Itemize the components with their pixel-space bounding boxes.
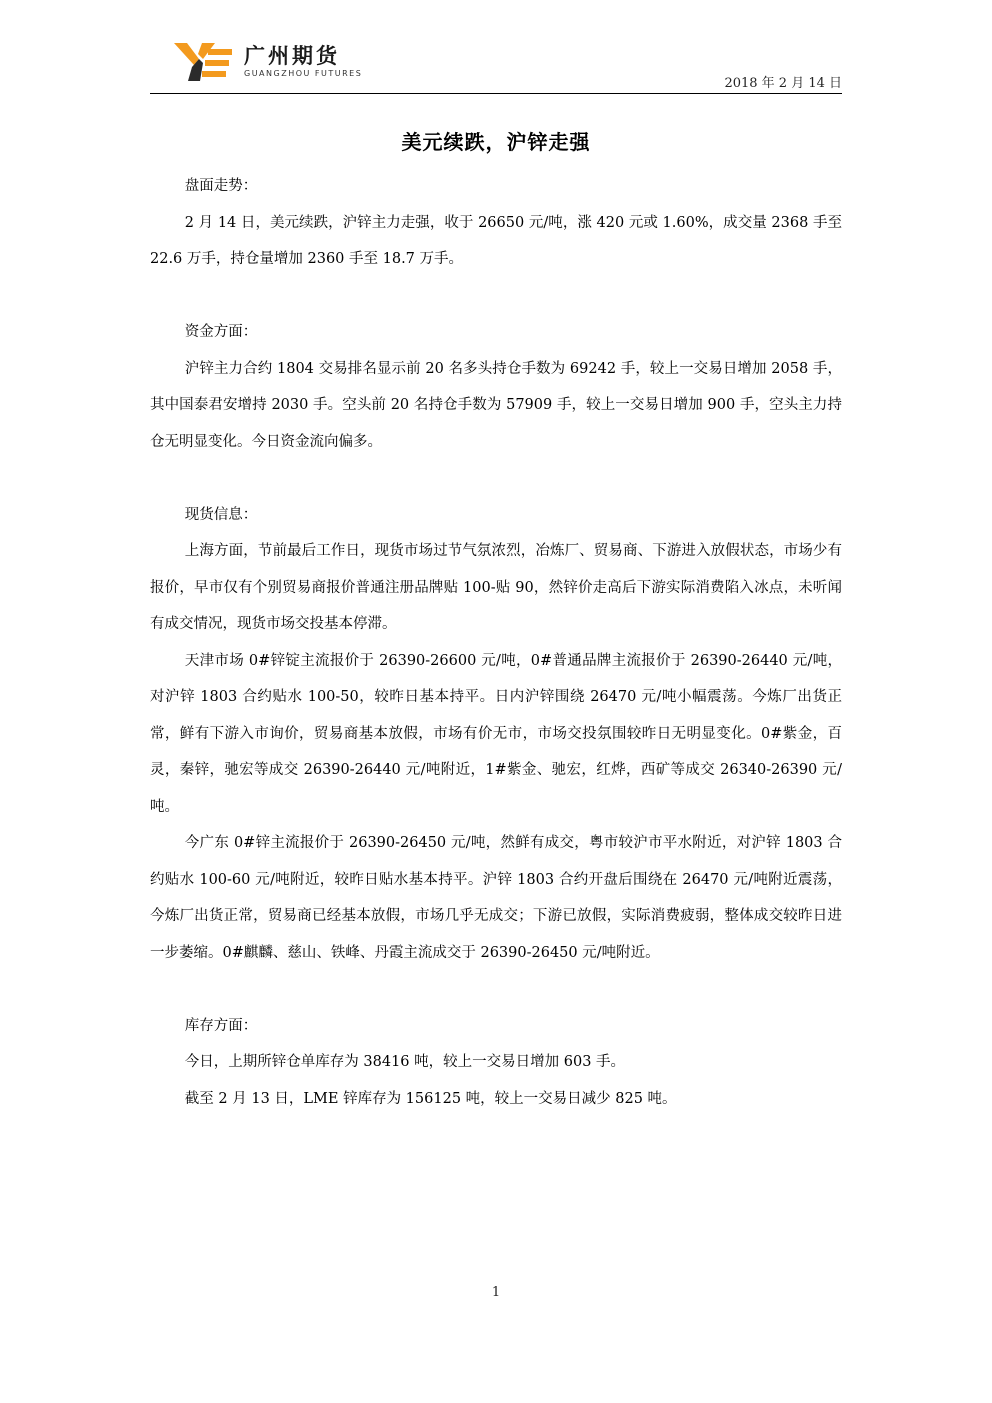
spacer [150,971,842,1008]
section-market-trend [150,168,842,278]
section-heading: 库存方面： [184,1017,258,1034]
report-date: 2018 年 2 月 14 日 [724,76,842,91]
section-inventory [150,1008,842,1118]
section-spot [150,497,842,972]
report-title: 美元续跌，沪锌走强 [401,130,591,154]
company-logo [172,36,372,88]
page-number: 1 [491,1285,501,1300]
logo-chinese-name: 广州期货 [244,44,340,68]
paragraph: 今广东 0#锌主流报价于 26390-26450 元/吨，然鲜有成交，粤市较沪市平水附近，对沪锌 1803 合约贴水 100-60 元/吨附近，较昨日贴水基本持平。沪锌 1803 合约开盘后围绕在 26470 元/吨附近震荡，今炼厂出货正常，贸易商已经基本放假，市场几乎无成交；下游已放假，实际消费疲弱，整体成交较昨日进一步萎缩。0#麒麟、慈山、铁峰、丹霞主流成交于 26390-26450 元/吨附近。 [150,835,842,961]
paragraph: 上海方面，节前最后工作日，现货市场过节气氛浓烈，冶炼厂、贸易商、下游进入放假状态，市场少有报价，早市仅有个别贸易商报价普通注册品牌贴 100-贴 90，然锌价走高后下游实际消费陷入冰点，未听闻有成交情况，现货市场交投基本停滞。 [150,543,842,632]
section-heading: 现货信息： [184,506,258,523]
spacer [150,460,842,497]
spacer [150,278,842,315]
page-header [150,36,842,94]
paragraph: 天津市场 0#锌锭主流报价于 26390-26600 元/吨，0#普通品牌主流报价于 26390-26440 元/吨，对沪锌 1803 合约贴水 100-50，较昨日基本持平。日内沪锌围绕 26470 元/吨小幅震荡。今炼厂出货正常，鲜有下游入市询价，贸易商基本放假，市场有价无市，市场交投氛围较昨日无明显变化。0#紫金，百灵，秦锌，驰宏等成交 26390-26440 元/吨附近，1#紫金、驰宏，红烨，西矿等成交 26340-26390 元/吨。 [150,652,842,815]
company-logo-icon [172,41,234,83]
header-divider [150,93,842,94]
paragraph: 今日，上期所锌仓单库存为 38416 吨，较上一交易日增加 603 手。 [184,1054,626,1070]
paragraph: 沪锌主力合约 1804 交易排名显示前 20 名多头持仓手数为 69242 手，较上一交易日增加 2058 手，其中国泰君安增持 2030 手。空头前 20 名持仓手数为 57909 手，较上一交易日增加 900 手，空头主力持仓无明显变化。今日资金流向偏多。 [150,360,842,450]
section-funds [150,314,842,460]
paragraph: 2 月 14 日，美元续跌，沪锌主力走强，收于 26650 元/吨，涨 420 元或 1.60%，成交量 2368 手至 22.6 万手，持仓量增加 2360 手至 18.7 万手。 [150,214,842,267]
logo-english-name: GUANGZHOU FUTURES [244,69,363,78]
paragraph: 截至 2 月 13 日，LME 锌库存为 156125 吨，较上一交易日减少 825 吨。 [184,1090,677,1107]
section-heading: 资金方面： [184,324,258,340]
section-heading: 盘面走势： [184,178,258,194]
report-body [150,168,842,1117]
